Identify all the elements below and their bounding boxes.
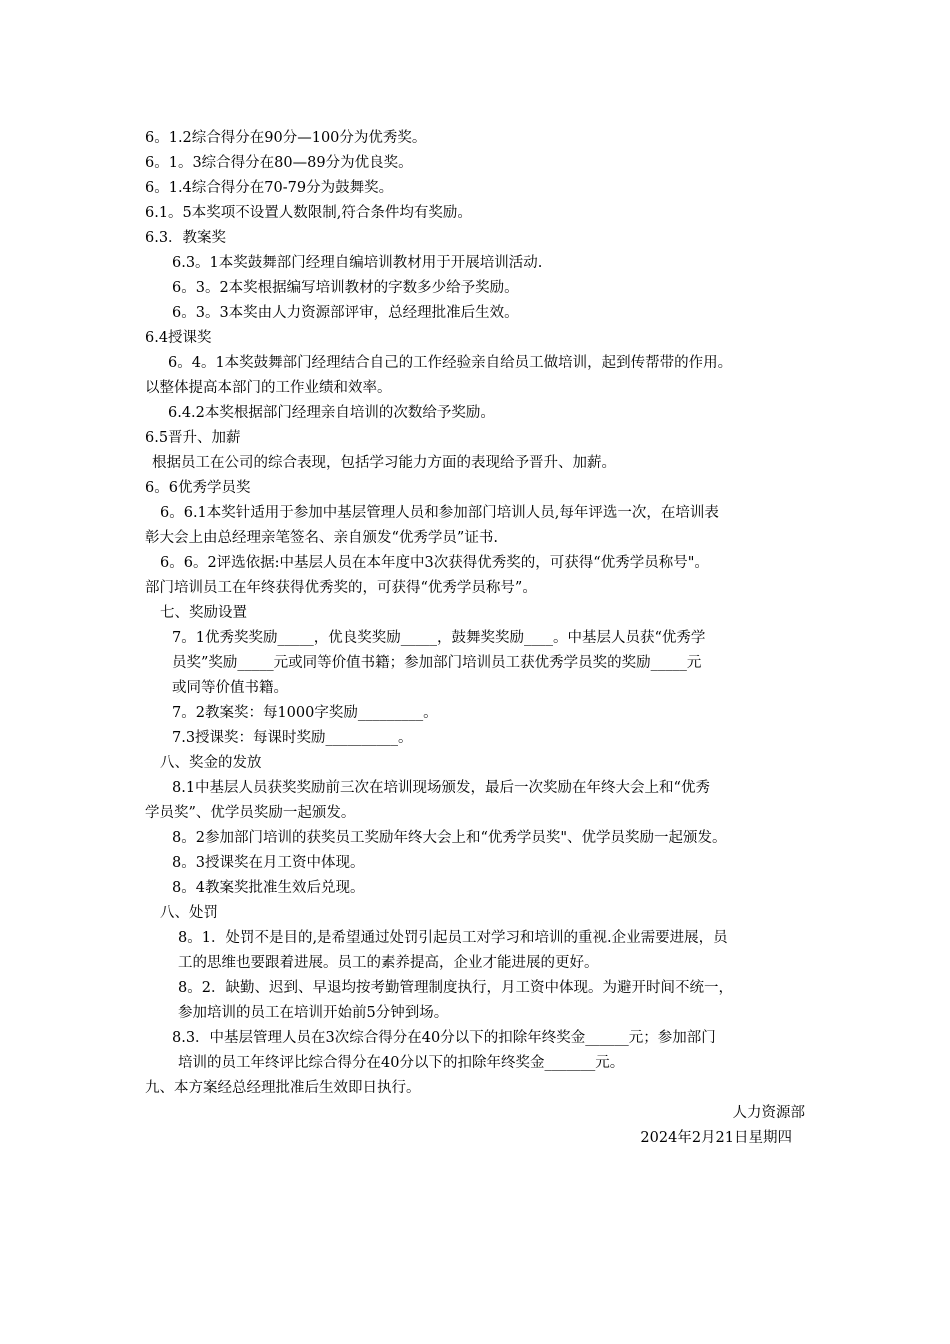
text-line: 员奖”奖励_____元或同等价值书籍；参加部门培训员工获优秀学员奖的奖励_____元 — [172, 655, 702, 671]
signature-date: 2024年2月21日星期四 — [640, 1130, 792, 1146]
text-line: 6。1.2综合得分在90分—100分为优秀奖。 — [145, 130, 427, 146]
text-line: 6。6.1本奖针适用于参加中基层管理人员和参加部门培训人员,每年评选一次，在培训表 — [160, 505, 719, 521]
text-line: 彰大会上由总经理亲笔签名、亲自颁发“优秀学员”证书. — [145, 530, 498, 546]
text-line: 6。4。1本奖鼓舞部门经理结合自己的工作经验亲自给员工做培训，起到传帮带的作用。 — [168, 355, 733, 371]
text-line: 8.1中基层人员获奖奖励前三次在培训现场颁发，最后一次奖励在年终大会上和“优秀 — [172, 780, 710, 796]
text-line: 6.1。5本奖项不设置人数限制,符合条件均有奖励。 — [145, 205, 472, 221]
text-line: 8.3．中基层管理人员在3次综合得分在40分以下的扣除年终奖金______元；参加部门 — [172, 1030, 716, 1046]
text-line: 7。1优秀奖奖励_____，优良奖奖励_____，鼓舞奖奖励____。中基层人员获“优秀学 — [172, 630, 706, 646]
signature-department: 人力资源部 — [732, 1105, 805, 1121]
text-line: 6。6。2评选依据:中基层人员在本年度中3次获得优秀奖的，可获得“优秀学员称号"。 — [160, 555, 709, 571]
text-line: 培训的员工年终评比综合得分在40分以下的扣除年终奖金_______元。 — [178, 1055, 625, 1071]
text-line: 6.3。1本奖鼓舞部门经理自编培训教材用于开展培训活动. — [172, 255, 543, 271]
text-line: 以整体提高本部门的工作业绩和效率。 — [145, 380, 392, 396]
text-line: 学员奖”、优学员奖励一起颁发。 — [145, 805, 356, 821]
section-heading: 八、奖金的发放 — [160, 755, 262, 771]
text-line: 8。1．处罚不是目的,是希望通过处罚引起员工对学习和培训的重视.企业需要进展，员 — [178, 930, 728, 946]
section-heading: 八、处罚 — [160, 905, 218, 921]
text-line: 6。1。3综合得分在80—89分为优良奖。 — [145, 155, 413, 171]
section-heading: 6。6优秀学员奖 — [145, 480, 251, 496]
section-heading: 6.5晋升、加薪 — [145, 430, 241, 446]
text-line: 7。2教案奖：每1000字奖励_________。 — [172, 705, 438, 721]
section-heading: 6.3．教案奖 — [145, 230, 227, 246]
text-line: 工的思维也要跟着进展。员工的素养提高，企业才能进展的更好。 — [178, 955, 599, 971]
text-line: 6。1.4综合得分在70-79分为鼓舞奖。 — [145, 180, 394, 196]
text-line: 根据员工在公司的综合表现，包括学习能力方面的表现给予晋升、加薪。 — [152, 455, 616, 471]
text-line: 6。3。3本奖由人力资源部评审，总经理批准后生效。 — [172, 305, 519, 321]
section-heading: 九、本方案经总经理批准后生效即日执行。 — [145, 1080, 421, 1096]
text-line: 8。2．缺勤、迟到、早退均按考勤管理制度执行，月工资中体现。为避开时间不统一， — [178, 980, 733, 996]
section-heading: 6.4授课奖 — [145, 330, 212, 346]
text-line: 8。3授课奖在月工资中体现。 — [172, 855, 365, 871]
text-line: 参加培训的员工在培训开始前5分钟到场。 — [178, 1005, 449, 1021]
text-line: 8。4教案奖批准生效后兑现。 — [172, 880, 365, 896]
text-line: 部门培训员工在年终获得优秀奖的，可获得“优秀学员称号”。 — [145, 580, 537, 596]
text-line: 或同等价值书籍。 — [172, 680, 288, 696]
text-line: 6。3。2本奖根据编写培训教材的字数多少给予奖励。 — [172, 280, 519, 296]
text-line: 6.4.2本奖根据部门经理亲自培训的次数给予奖励。 — [168, 405, 495, 421]
text-line: 8。2参加部门培训的获奖员工奖励年终大会上和“优秀学员奖"、优学员奖励一起颁发。 — [172, 830, 727, 846]
text-line: 7.3授课奖：每课时奖励__________。 — [172, 730, 413, 746]
section-heading: 七、奖励设置 — [160, 605, 247, 621]
